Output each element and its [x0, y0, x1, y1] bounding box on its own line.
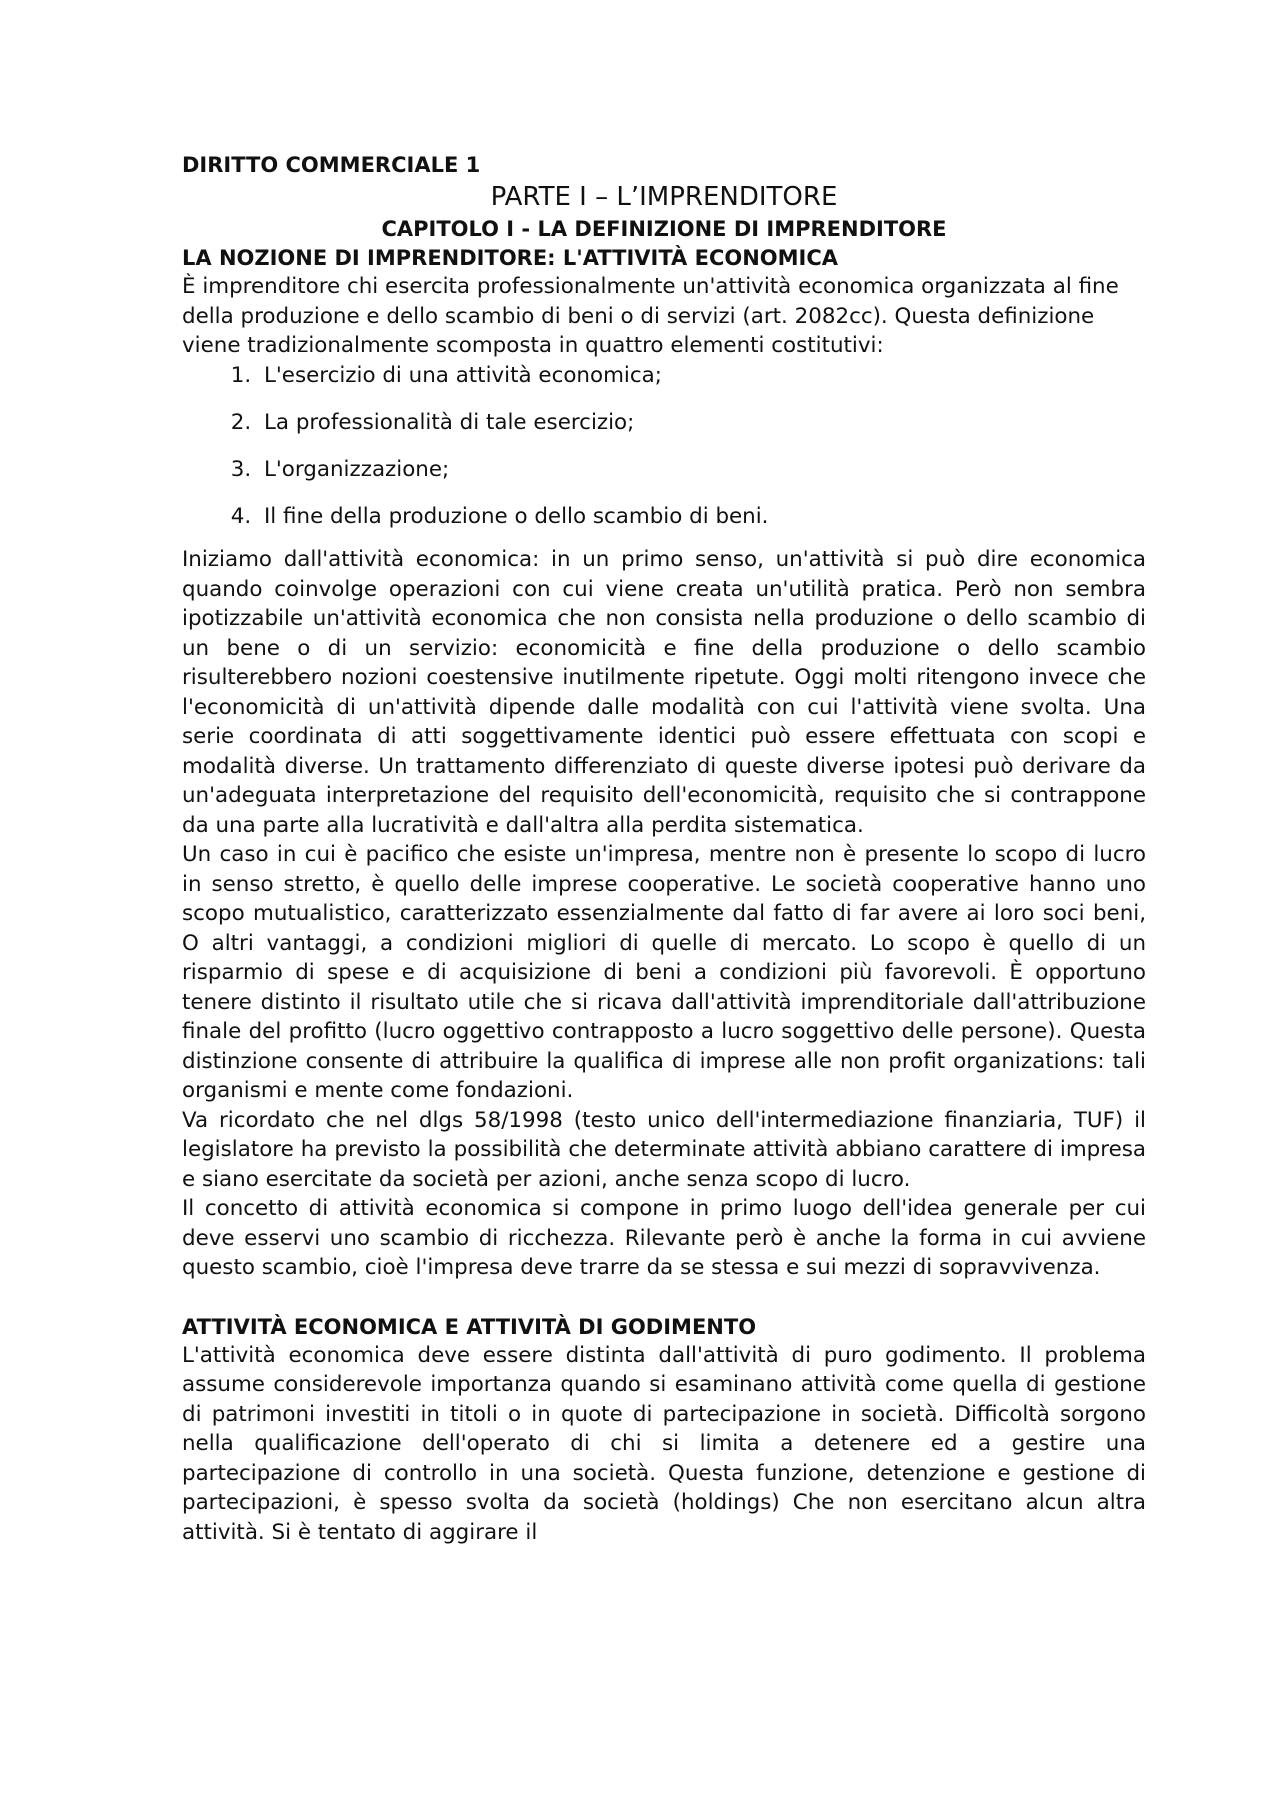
body-paragraph: Il concetto di attività economica si compone in primo luogo dell'idea generale per cui deve esservi uno scambio di ricchezza. Rilevante però è anche la forma in cui avviene questo scambio, cioè l'impresa deve trarre da se stessa e sui mezzi di sopravvivenza. — [182, 1196, 1146, 1280]
part-title: PARTE I – L’IMPRENDITORE — [490, 182, 838, 212]
document-title: DIRITTO COMMERCIALE 1 — [182, 153, 481, 177]
elements-list — [182, 361, 1146, 532]
body-paragraph: Un caso in cui è pacifico che esiste un'impresa, mentre non è presente lo scopo di lucro in senso stretto, è quello delle imprese cooperative. Le società cooperative hanno uno scopo mutualistico, caratterizzato essenzialmente dal fatto di far avere ai loro soci beni, O altri vantaggi, a condizioni migliori di quelle di mercato. Lo scopo è quello di un risparmio di spese e di acquisizione di beni a condizioni più favorevoli. È opportuno tenere distinto il risultato utile che si ricava dall'attività imprenditoriale dall'attribuzione finale del profitto (lucro oggettivo contrapposto a lucro soggettivo delle persone). Questa distinzione consente di attribuire la qualifica di imprese alle non profit organizations: tali organismi e mente come fondazioni. — [182, 842, 1146, 1103]
section-title: LA NOZIONE DI IMPRENDITORE: L'ATTIVITÀ ECONOMICA — [182, 246, 839, 270]
list-item: 4. Il fine della produzione o dello scambio di beni. — [258, 502, 1146, 532]
section-attivita-godimento — [182, 1313, 1146, 1548]
body-paragraph: Iniziamo dall'attività economica: in un primo senso, un'attività si può dire economica quando coinvolge operazioni con cui viene creata un'utilità pratica. Però non sembra ipotizzabile un'attività economica che non consista nella produzione o dello scambio di un bene o di un servizio: economicità e fine della produzione o dello scambio risulterebbero nozioni coestensive inutilmente ripetute. Oggi molti ritengono invece che l'economicità di un'attività dipende dalle modalità con cui l'attività viene svolta. Una serie coordinata di atti soggettivamente identici può essere effettuata con scopi e modalità diverse. Un trattamento differenziato di queste diverse ipotesi può derivare da un'adeguata interpretazione del requisito dell'economicità, requisito che si contrappone da una parte alla lucratività e dall'altra alla perdita sistematica. — [182, 547, 1146, 838]
section-title: ATTIVITÀ ECONOMICA E ATTIVITÀ DI GODIMENTO — [182, 1314, 757, 1339]
list-item: 3. L'organizzazione; — [258, 455, 1146, 485]
section-nozione-imprenditore — [182, 244, 1146, 1283]
intro-paragraph: È imprenditore chi esercita professionalmente un'attività economica organizzata al fine della produzione e dello scambio di beni o di servizi (art. 2082cc). Questa definizione viene tradizionalmente scomposta in quattro elementi costitutivi: — [182, 274, 1119, 358]
section-spacer — [182, 1283, 1146, 1313]
body-paragraph: Va ricordato che nel dlgs 58/1998 (testo unico dell'intermediazione finanziaria, TUF) il legislatore ha previsto la possibilità che determinate attività abbiano carattere di impresa e siano esercitate da società per azioni, anche senza scopo di lucro. — [182, 1107, 1146, 1192]
body-paragraph: L'attività economica deve essere distinta dall'attività di puro godimento. Il problema assume considerevole importanza quando si esaminano attività come quella di gestione di patrimoni investiti in titoli o in quote di partecipazione in società. Difficoltà sorgono nella qualificazione dell'operato di chi si limita a detenere ed a gestire una partecipazione di controllo in una società. Questa funzione, detenzione e gestione di partecipazioni, è spesso svolta da società (holdings) Che non esercitano alcun altra attività. Si è tentato di aggirare il — [182, 1342, 1146, 1545]
list-item: 2. La professionalità di tale esercizio; — [258, 408, 1146, 438]
list-item: 1. L'esercizio di una attività economica; — [258, 361, 1146, 391]
document-page — [182, 150, 1146, 1547]
chapter-title: CAPITOLO I - LA DEFINIZIONE DI IMPRENDITORE — [381, 217, 947, 241]
